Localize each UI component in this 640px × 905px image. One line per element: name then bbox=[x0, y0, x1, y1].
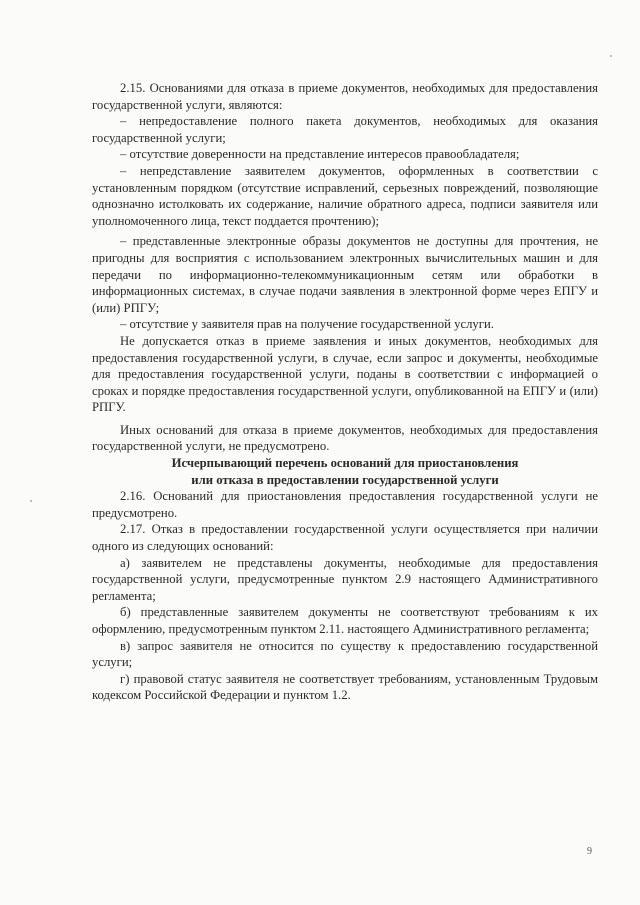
list-item: б) представленные заявителем документы не соответствуют требованиям к их оформлению, предусмотренным пунктом 2.11. настоящего Административного регламента; bbox=[92, 605, 598, 636]
section-heading bbox=[92, 455, 598, 488]
list-item: – непредставление заявителем документов, оформленных в соответствии с установленным порядком (отсутствие исправлений, серьезных повреждений, позволяющие однозначно истолковать их содержание, наличие обратного адреса, подписи заявителя или уполномоченного лица, текст поддается прочтению); bbox=[92, 163, 598, 228]
scan-speck bbox=[610, 55, 612, 57]
list-item: – представленные электронные образы документов не доступны для прочтения, не пригодны для восприятия с использованием электронных вычислительных машин и для передачи по информационно-телекоммуникационным сетям или обработки в информационных системах, в случае подачи заявления в электронной форме через ЕПГУ и (или) РПГУ; bbox=[92, 234, 598, 315]
list-item: – отсутствие доверенности на представление интересов правообладателя; bbox=[120, 147, 520, 162]
paragraph: Иных оснований для отказа в приеме документов, необходимых для предоставления государственной услуги, не предусмотрено. bbox=[92, 422, 598, 454]
section-heading-line: или отказа в предоставлении государственной услуги bbox=[191, 472, 499, 487]
document-body bbox=[92, 80, 598, 704]
paragraph-2-16: 2.16. Оснований для приостановления предоставления государственной услуги не предусмотрено. bbox=[92, 489, 598, 520]
paragraph-2-15: 2.15. Основаниями для отказа в приеме документов, необходимых для предоставления государственной услуги, являются: bbox=[92, 81, 598, 112]
scan-speck bbox=[30, 500, 32, 502]
paragraph-2-17: 2.17. Отказ в предоставлении государственной услуги осуществляется при наличии одного из следующих оснований: bbox=[92, 522, 598, 554]
list-item: г) правовой статус заявителя не соответствует требованиям, установленным Трудовым кодексом Российской Федерации и пунктом 1.2. bbox=[92, 671, 598, 703]
list-item: в) запрос заявителя не относится по существу к предоставлению государственной услуги; bbox=[92, 638, 598, 670]
list-item: – непредоставление полного пакета документов, необходимых для оказания государственной услуги; bbox=[92, 114, 598, 145]
list-item: а) заявителем не представлены документы, необходимые для предоставления государственной услуги, предусмотренные пунктом 2.9 настоящего Административного регламента; bbox=[92, 555, 598, 603]
list-item: – отсутствие у заявителя прав на получение государственной услуги. bbox=[120, 317, 494, 332]
paragraph: Не допускается отказ в приеме заявления и иных документов, необходимых для предоставления государственной услуги, в случае, если запрос и документы, необходимые для предоставления государственной услуги, поданы в соответствии с информацией о сроках и порядке предоставления государственной услуги, опубликованной на ЕПГУ и (или) РПГУ. bbox=[92, 333, 598, 415]
section-heading-line: Исчерпывающий перечень оснований для приостановления bbox=[171, 456, 519, 471]
page-number: 9 bbox=[587, 846, 592, 857]
